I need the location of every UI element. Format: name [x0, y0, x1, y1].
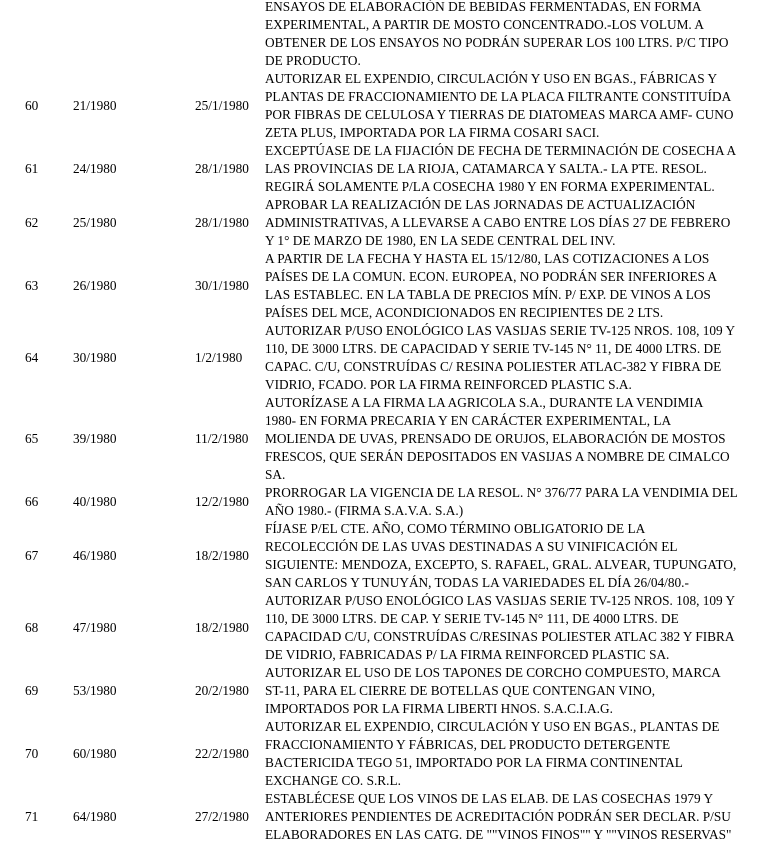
resolution-description [265, 790, 760, 844]
entry-number: 60 [25, 98, 39, 113]
row-meta [0, 394, 264, 484]
resolution-date: 20/2/1980 [195, 683, 249, 698]
row-meta [0, 322, 264, 394]
description-line: ENSAYOS DE ELABORACIÓN DE BEBIDAS FERMENTADAS, EN FORMA [265, 0, 702, 14]
resolution-date: 12/2/1980 [195, 494, 249, 509]
row-meta [0, 142, 264, 196]
description-line: CAPAC. C/U, CONSTRUÍDAS C/ RESINA POLIESTER ATLAC-382 Y FIBRA DE [265, 359, 722, 374]
table-row [0, 394, 769, 484]
table-row [0, 484, 769, 520]
table-row [0, 250, 769, 322]
description-line: FRESCOS, QUE SERÁN DEPOSITADOS EN VASIJAS A NOMBRE DE CIMALCO [265, 449, 730, 464]
description-line: 1980- EN FORMA PRECARIA Y EN CARÁCTER EXPERIMENTAL, LA [265, 413, 672, 428]
description-line: VIDRIO, FCADO. POR LA FIRMA REINFORCED PLASTIC S.A. [265, 377, 632, 392]
entry-number: 62 [25, 215, 39, 230]
description-line: AUTORIZAR EL EXPENDIO, CIRCULACIÓN Y USO EN BGAS., FÁBRICAS Y [265, 71, 718, 86]
table-row [0, 664, 769, 718]
description-line: LAS PROVINCIAS DE LA RIOJA, CATAMARCA Y SALTA.- LA PTE. RESOL. [265, 161, 707, 176]
description-line: POR FIBRAS DE CELULOSA Y TIERRAS DE DIATOMEAS MARCA AMF- CUNO [265, 107, 734, 122]
description-line: AUTORIZAR EL EXPENDIO, CIRCULACIÓN Y USO EN BGAS., PLANTAS DE [265, 719, 720, 734]
description-line: ESTABLÉCESE QUE LOS VINOS DE LAS ELAB. DE LAS COSECHAS 1979 Y [265, 791, 714, 806]
row-meta [0, 520, 264, 592]
resolution-date: 18/2/1980 [195, 548, 249, 563]
resolution-number: 24/1980 [73, 161, 117, 176]
description-line: 110, DE 3000 LTRS. DE CAP. Y SERIE TV-145 N° 111, DE 4000 LTRS. DE [265, 611, 679, 626]
description-line: Y 1° DE MARZO DE 1980, EN LA SEDE CENTRAL DEL INV. [265, 233, 616, 248]
description-line: OBTENER DE LOS ENSAYOS NO PODRÁN SUPERAR LOS 100 LTRS. P/C TIPO [265, 35, 729, 50]
resolution-description [265, 142, 760, 196]
resolution-description [265, 394, 760, 484]
resolution-number: 46/1980 [73, 548, 117, 563]
row-meta [0, 196, 264, 250]
description-line: PLANTAS DE FRACCIONAMIENTO DE LA PLACA FILTRANTE CONSTITUÍDA [265, 89, 732, 104]
description-line: EXCHANGE CO. S.R.L. [265, 773, 401, 788]
table-row [0, 322, 769, 394]
description-line: ELABORADORES EN LAS CATG. DE ""VINOS FINOS"" Y ""VINOS RESERVAS" [265, 827, 732, 842]
description-line: AUTORIZAR P/USO ENOLÓGICO LAS VASIJAS SERIE TV-125 NROS. 108, 109 Y [265, 593, 736, 608]
resolution-description [265, 520, 760, 592]
description-line: ADMINISTRATIVAS, A LLEVARSE A CABO ENTRE LOS DÍAS 27 DE FEBRERO [265, 215, 731, 230]
resolution-date: 30/1/1980 [195, 278, 249, 293]
description-line: AÑO 1980.- (FIRMA S.A.V.A. S.A.) [265, 503, 464, 518]
table-row [0, 142, 769, 196]
resolution-date: 28/1/1980 [195, 161, 249, 176]
table-row [0, 718, 769, 790]
table-row [0, 592, 769, 664]
description-line: AUTORIZAR EL USO DE LOS TAPONES DE CORCHO COMPUESTO, MARCA [265, 665, 721, 680]
description-line: AUTORIZAR P/USO ENOLÓGICO LAS VASIJAS SERIE TV-125 NROS. 108, 109 Y [265, 323, 736, 338]
resolution-number: 21/1980 [73, 98, 117, 113]
row-meta [0, 70, 264, 142]
resolution-number: 25/1980 [73, 215, 117, 230]
entry-number: 66 [25, 494, 39, 509]
table-row [0, 196, 769, 250]
resolution-description [265, 70, 760, 142]
description-line: APROBAR LA REALIZACIÓN DE LAS JORNADAS DE ACTUALIZACIÓN [265, 197, 696, 212]
resolution-number: 64/1980 [73, 809, 117, 824]
resolution-number: 40/1980 [73, 494, 117, 509]
description-line: FÍJASE P/EL CTE. AÑO, COMO TÉRMINO OBLIGATORIO DE LA [265, 521, 646, 536]
description-line: 110, DE 3000 LTRS. DE CAPACIDAD Y SERIE TV-145 N° 11, DE 4000 LTRS. DE [265, 341, 722, 356]
resolution-date: 25/1/1980 [195, 98, 249, 113]
description-line: DE VIDRIO, FABRICADAS P/ LA FIRMA REINFORCED PLASTIC SA. [265, 647, 670, 662]
resolution-date: 1/2/1980 [195, 350, 243, 365]
description-line: ST-11, PARA EL CIERRE DE BOTELLAS QUE CONTENGAN VINO, [265, 683, 656, 698]
table-row [0, 520, 769, 592]
description-line: EXCEPTÚASE DE LA FIJACIÓN DE FECHA DE TERMINACIÓN DE COSECHA A [265, 143, 737, 158]
description-line: SAN CARLOS Y TUNUYÁN, TODAS LA VARIEDADES EL DÍA 26/04/80.- [265, 575, 689, 590]
entry-number: 69 [25, 683, 39, 698]
resolution-number: 53/1980 [73, 683, 117, 698]
description-line: CAPACIDAD C/U, CONSTRUÍDAS C/RESINAS POLIESTER ATLAC 382 Y FIBRA [265, 629, 735, 644]
resolution-description [265, 718, 760, 790]
description-line: SIGUIENTE: MENDOZA, EXCEPTO, S. RAFAEL, GRAL. ALVEAR, TUPUNGATO, [265, 557, 737, 572]
description-line: FRACCIONAMIENTO Y FÁBRICAS, DEL PRODUCTO DETERGENTE [265, 737, 671, 752]
row-meta [0, 664, 264, 718]
description-line: IMPORTADOS POR LA FIRMA LIBERTI HNOS. S.A.C.I.A.G. [265, 701, 613, 716]
description-line: LAS ESTABLEC. EN LA TABLA DE PRECIOS MÍN. P/ EXP. DE VINOS A LOS [265, 287, 711, 302]
resolution-description [265, 322, 760, 394]
description-line: BACTERICIDA TEGO 51, IMPORTADO POR LA FIRMA CONTINENTAL [265, 755, 683, 770]
description-line: MOLIENDA DE UVAS, PRENSADO DE ORUJOS, ELABORACIÓN DE MOSTOS [265, 431, 726, 446]
description-line: PAÍSES DEL MCE, ACONDICIONADOS EN RECIPIENTES DE 2 LTS. [265, 305, 664, 320]
resolution-date: 11/2/1980 [195, 431, 249, 446]
resolution-number: 60/1980 [73, 746, 117, 761]
resolution-description [265, 484, 760, 520]
resolution-number: 39/1980 [73, 431, 117, 446]
resolution-description [265, 0, 760, 70]
resolution-date: 18/2/1980 [195, 620, 249, 635]
resolution-description [265, 664, 760, 718]
resolution-number: 26/1980 [73, 278, 117, 293]
row-meta [0, 790, 264, 844]
row-meta [0, 0, 264, 70]
row-meta [0, 592, 264, 664]
description-line: DE PRODUCTO. [265, 53, 361, 68]
row-meta [0, 250, 264, 322]
resolution-number: 30/1980 [73, 350, 117, 365]
resolution-description [265, 250, 760, 322]
description-line: ZETA PLUS, IMPORTADA POR LA FIRMA COSARI SACI. [265, 125, 600, 140]
entry-number: 71 [25, 809, 39, 824]
description-line: SA. [265, 467, 286, 482]
description-line: AUTORÍZASE A LA FIRMA LA AGRICOLA S.A., DURANTE LA VENDIMIA [265, 395, 704, 410]
resolution-date: 27/2/1980 [195, 809, 249, 824]
description-line: RECOLECCIÓN DE LAS UVAS DESTINADAS A SU VINIFICACIÓN EL [265, 539, 678, 554]
row-meta [0, 718, 264, 790]
table-row [0, 0, 769, 70]
description-line: EXPERIMENTAL, A PARTIR DE MOSTO CONCENTRADO.-LOS VOLUM. A [265, 17, 704, 32]
entry-number: 70 [25, 746, 39, 761]
description-line: PAÍSES DE LA COMUN. ECON. EUROPEA, NO PODRÁN SER INFERIORES A [265, 269, 718, 284]
table-row [0, 790, 769, 844]
table-row [0, 70, 769, 142]
entry-number: 61 [25, 161, 39, 176]
entry-number: 68 [25, 620, 39, 635]
row-meta [0, 484, 264, 520]
resolution-date: 22/2/1980 [195, 746, 249, 761]
resolution-description [265, 592, 760, 664]
entry-number: 63 [25, 278, 39, 293]
resolution-description [265, 196, 760, 250]
description-line: PRORROGAR LA VIGENCIA DE LA RESOL. N° 376/77 PARA LA VENDIMIA DEL [265, 485, 738, 500]
description-line: REGIRÁ SOLAMENTE P/LA COSECHA 1980 Y EN FORMA EXPERIMENTAL. [265, 179, 715, 194]
description-line: A PARTIR DE LA FECHA Y HASTA EL 15/12/80, LAS COTIZACIONES A LOS [265, 251, 710, 266]
resolution-number: 47/1980 [73, 620, 117, 635]
entry-number: 64 [25, 350, 39, 365]
entry-number: 67 [25, 548, 39, 563]
entry-number: 65 [25, 431, 39, 446]
resolution-date: 28/1/1980 [195, 215, 249, 230]
description-line: ANTERIORES PENDIENTES DE ACREDITACIÓN PODRÁN SER DECLAR. P/SU [265, 809, 731, 824]
